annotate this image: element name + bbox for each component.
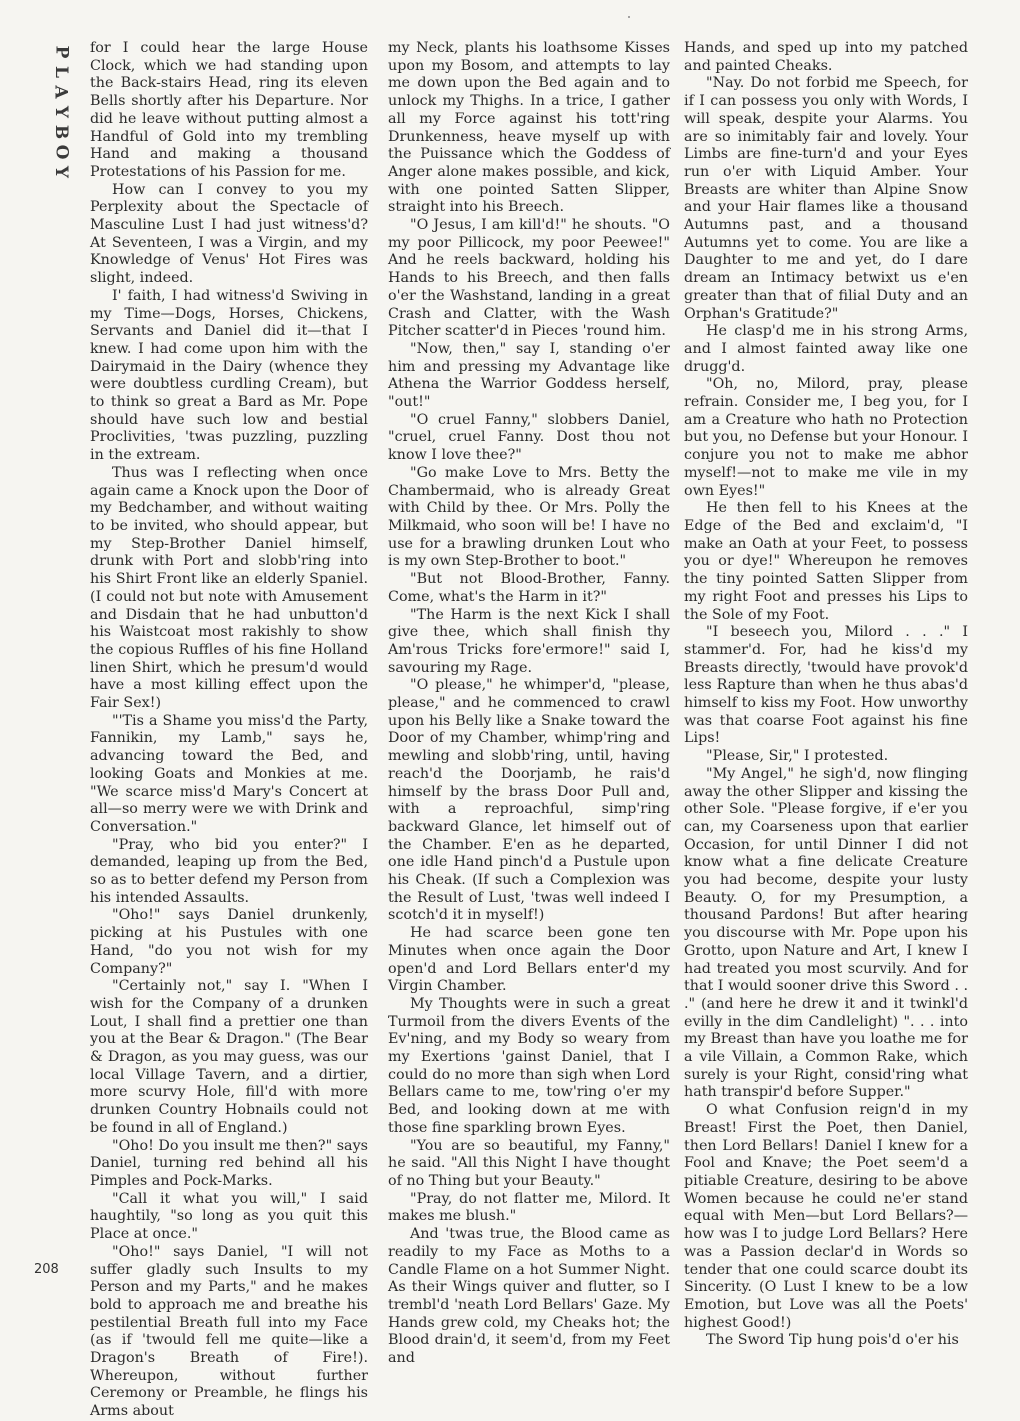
logo-letter: P [50,45,71,59]
article-paragraph: My Thoughts were in such a great Turmoil from the divers Events of the Ev'ning, and my Body so weary from my Exertions 'gainst Daniel, that I could do no more than sigh when Lord Bellars came to me, tow'ring o'er my Bed, and looking down at me with those fine sparkling brown Eyes. [388,995,670,1136]
article-column-3 [684,40,968,1349]
magazine-logo-vertical [44,42,74,182]
article-paragraph: "O please," he whimper'd, "please, please," and he commenced to crawl upon his Belly like a Snake toward the Door of my Chamber, whimp'ring and mewling and slobb'ring, until, having reach'd the Doorjamb, he rais'd himself by the brass Door Pull and, with a reproachful, simp'ring backward Glance, let himself out of the Chamber. E'en as he departed, one idle Hand pinch'd a Pustule upon his Cheak. (If such a Complexion was the Result of Lust, 'twas well indeed I scotch'd it in myself!) [388,677,670,924]
logo-letter: B [51,124,71,140]
article-column-1 [90,40,368,1420]
article-paragraph: "Nay. Do not forbid me Speech, for if I can possess you only with Words, I will speak, despite your Alarms. You are so inimitably fair and lovely. Your Limbs are fine-turn'd and your Eyes run o'er with Liquid Amber. Your Breasts are whiter than Alpine Snow and your Hair flames like a thousand Autumns past, and a thousand Autumns yet to come. You are like a Daughter to me and yet, do I dare dream an Intimacy betwixt us e'en greater than that of filial Duty and an Orphan's Gratitude?" [684,75,968,322]
article-paragraph: He then fell to his Knees at the Edge of the Bed and exclaim'd, "I make an Oath at your Feet, to possess you or dye!" Whereupon he removes the tiny pointed Satten Slipper from my right Foot and presses his Lips to the Sole of my Foot. [684,500,968,623]
article-paragraph: "Certainly not," say I. "When I wish for the Company of a drunken Lout, I shall find a prettier one than you at the Bear & Dragon." (The Bear & Dragon, as you may guess, was our local Village Tavern, and a dirtier, more scurvy Hole, fill'd with more drunken Country Hobnails could not be found in all of England.) [90,978,368,1136]
article-paragraph: "'Tis a Shame you miss'd the Party, Fannikin, my Lamb," says he, advancing toward the Bed, and looking Goats and Monkies at me. "We scarce miss'd Mary's Concert at all—so merry were we with Drink and Conversation." [90,712,368,835]
article-paragraph: O what Confusion reign'd in my Breast! First the Poet, then Daniel, then Lord Bellars! Daniel I knew for a Fool and Knave; the Poet seem'd a pitiable Creature, desiring to be above Women because he could ne'er stand equal with Men—but Lord Bellars?—how was I to judge Lord Bellars? Here was a Passion declar'd in Words so tender that one could scarce doubt its Sincerity. (O Lust I knew to be a low Emotion, but Love was all the Poets' highest Good!) [684,1102,968,1331]
article-paragraph: "Oh, no, Milord, pray, please refrain. Consider me, I beg you, for I am a Creature who hath no Protection but you, no Defense but your Honour. I conjure you not to make me abhor myself!—not to make me vile in my own Eyes!" [684,376,968,499]
article-paragraph: "Oho!" says Daniel drunkenly, picking at his Pustules with one Hand, "do you not wish for my Company?" [90,907,368,977]
article-paragraph: I' faith, I had witness'd Swiving in my Time—Dogs, Horses, Chickens, Servants and Daniel did it—that I knew. I had come upon him with the Dairymaid in the Dairy (whence they were doubtless curdling Cream), but to think so great a Bard as Mr. Pope should have such low and bestial Proclivities, 'twas puzzling, puzzling in the extream. [90,287,368,464]
article-paragraph: He had scarce been gone ten Minutes when once again the Door open'd and Lord Bellars enter'd my Virgin Chamber. [388,925,670,995]
article-paragraph: And 'twas true, the Blood came as readily to my Face as Moths to a Candle Flame on a hot Summer Night. As their Wings quiver and flutter, so I trembl'd 'neath Lord Bellars' Gaze. My Hands grew cold, my Cheaks hot; the Blood drain'd, it seem'd, from my Feet and [388,1226,670,1367]
article-paragraph: "Pray, do not flatter me, Milord. It makes me blush." [388,1190,670,1225]
article-paragraph: "Oho! Do you insult me then?" says Daniel, turning red behind all his Pimples and Pock-Marks. [90,1137,368,1189]
article-paragraph: "Call it what you will," I said haughtily, "so long as you quit this Place at once." [90,1190,368,1243]
logo-letter: Y [50,165,71,179]
article-paragraph: "Pray, who bid you enter?" I demanded, leaping up from the Bed, so as to better defend my Person from his intended Assaults. [90,836,368,906]
article-paragraph: "I beseech you, Milord . . ." I stammer'd. For, had he kiss'd my Breasts directly, 'twould have provok'd less Rapture than when he thus abas'd himself to kiss my Foot. How unworthy was that coarse Foot against his fine Lips! [684,624,968,747]
logo-letter: L [50,66,71,78]
article-paragraph: He clasp'd me in his strong Arms, and I almost fainted away like one drugg'd. [684,323,968,375]
article-column-2 [388,40,670,1367]
article-paragraph: "My Angel," he sigh'd, now flinging away the other Slipper and kissing the other Sole. "Please forgive, if e'er you can, my Coarseness upon that earlier Occasion, for until Dinner I did not know what a fine delicate Creature you had become, despite your lusty Beauty. O, for my Presumption, a thousand Pardons! But after hearing you discourse with Mr. Pope upon his Grotto, upon Nature and Art, I knew I had treated you most scurvily. And for that I would sooner drive this Sword . . ." (and here he drew it and it twinkl'd evilly in the dim Candlelight) ". . . into my Breast than have you loathe me for a vile Villain, a Common Rake, which surely is your Right, consid'ring what hath transpir'd before Supper." [684,765,968,1101]
article-paragraph: "Now, then," say I, standing o'er him and pressing my Advantage like Athena the Warrior Goddess herself, "out!" [388,340,670,411]
article-paragraph: The Sword Tip hung pois'd o'er his [706,1332,959,1349]
print-speck [628,16,630,18]
article-paragraph: "The Harm is the next Kick I shall give thee, which shall finish thy Am'rous Tricks fore'ermore!" said I, savouring my Rage. [388,606,670,676]
article-paragraph: "O Jesus, I am kill'd!" he shouts. "O my poor Pillicock, my poor Peewee!" And he reels backward, holding his Hands to his Breech, and then falls o'er the Washstand, landing in a great Crash and Clatter, with the Wash Pitcher scatter'd in Pieces 'round him. [388,217,670,340]
article-paragraph: "But not Blood-Brother, Fanny. Come, what's the Harm in it?" [388,571,670,605]
article-paragraph: Thus was I reflecting when once again came a Knock upon the Door of my Bedchamber, and without waiting to be invited, who should appear, but my Step-Brother Daniel himself, drunk with Port and slobb'ring into his Shirt Front like an elderly Spaniel. (I could not but note with Amusement and Disdain that he had unbutton'd his Waistcoat most rakishly to show the copious Ruffles of his fine Holland linen Shirt, which he presum'd would have a most killing effect upon the Fair Sex!) [90,464,368,712]
article-paragraph: my Neck, plants his loathsome Kisses upon my Bosom, and attempts to lay me down upon the Bed again and to unlock my Thighs. In a trice, I gather all my Force against his tott'ring Drunkenness, heave myself up with the Puissance which the Goddess of Anger alone makes possible, and kick, with one pointed Satten Slipper, straight into his Breech. [388,40,670,216]
article-paragraph: How can I convey to you my Perplexity about the Spectacle of Masculine Lust I had just witness'd? At Seventeen, I was a Virgin, and my Knowledge of Venus' Hot Fires was slight, indeed. [90,181,368,287]
logo-letter: Y [50,105,71,119]
page-number: 208 [34,1262,59,1277]
article-paragraph: "Please, Sir," I protested. [706,748,889,765]
article-paragraph: "O cruel Fanny," slobbers Daniel, "cruel, cruel Fanny. Dost thou not know I love thee?" [388,411,670,464]
article-paragraph: "Oho!" says Daniel, "I will not suffer gladly such Insults to my Person and my Parts," and he makes bold to approach me and breathe his pestilential Breath full into my Face (as if 'twould fell me quite—like a Dragon's Breath of Fire!). Whereupon, without further Ceremony or Preamble, he flings his Arms about [90,1243,368,1420]
logo-letter: O [51,144,71,160]
article-paragraph: "You are so beautiful, my Fanny," he said. "All this Night I have thought of no Thing but your Beauty." [388,1137,670,1189]
article-paragraph: for I could hear the large House Clock, which we had standing upon the Back-stairs Head, ring its eleven Bells shortly after his Departure. Nor did he leave without putting almost a Handful of Gold into my trembling Hand and making a thousand Protestations of his Passion for me. [90,40,368,180]
article-paragraph: "Go make Love to Mrs. Betty the Chambermaid, who is already Great with Child by thee. Or Mrs. Polly the Milkmaid, who soon will be! I have no use for a brawling drunken Lout who is my own Step-Brother to boot." [388,464,670,570]
logo-letter: A [50,85,71,99]
article-paragraph: Hands, and sped up into my patched and painted Cheaks. [684,40,968,74]
